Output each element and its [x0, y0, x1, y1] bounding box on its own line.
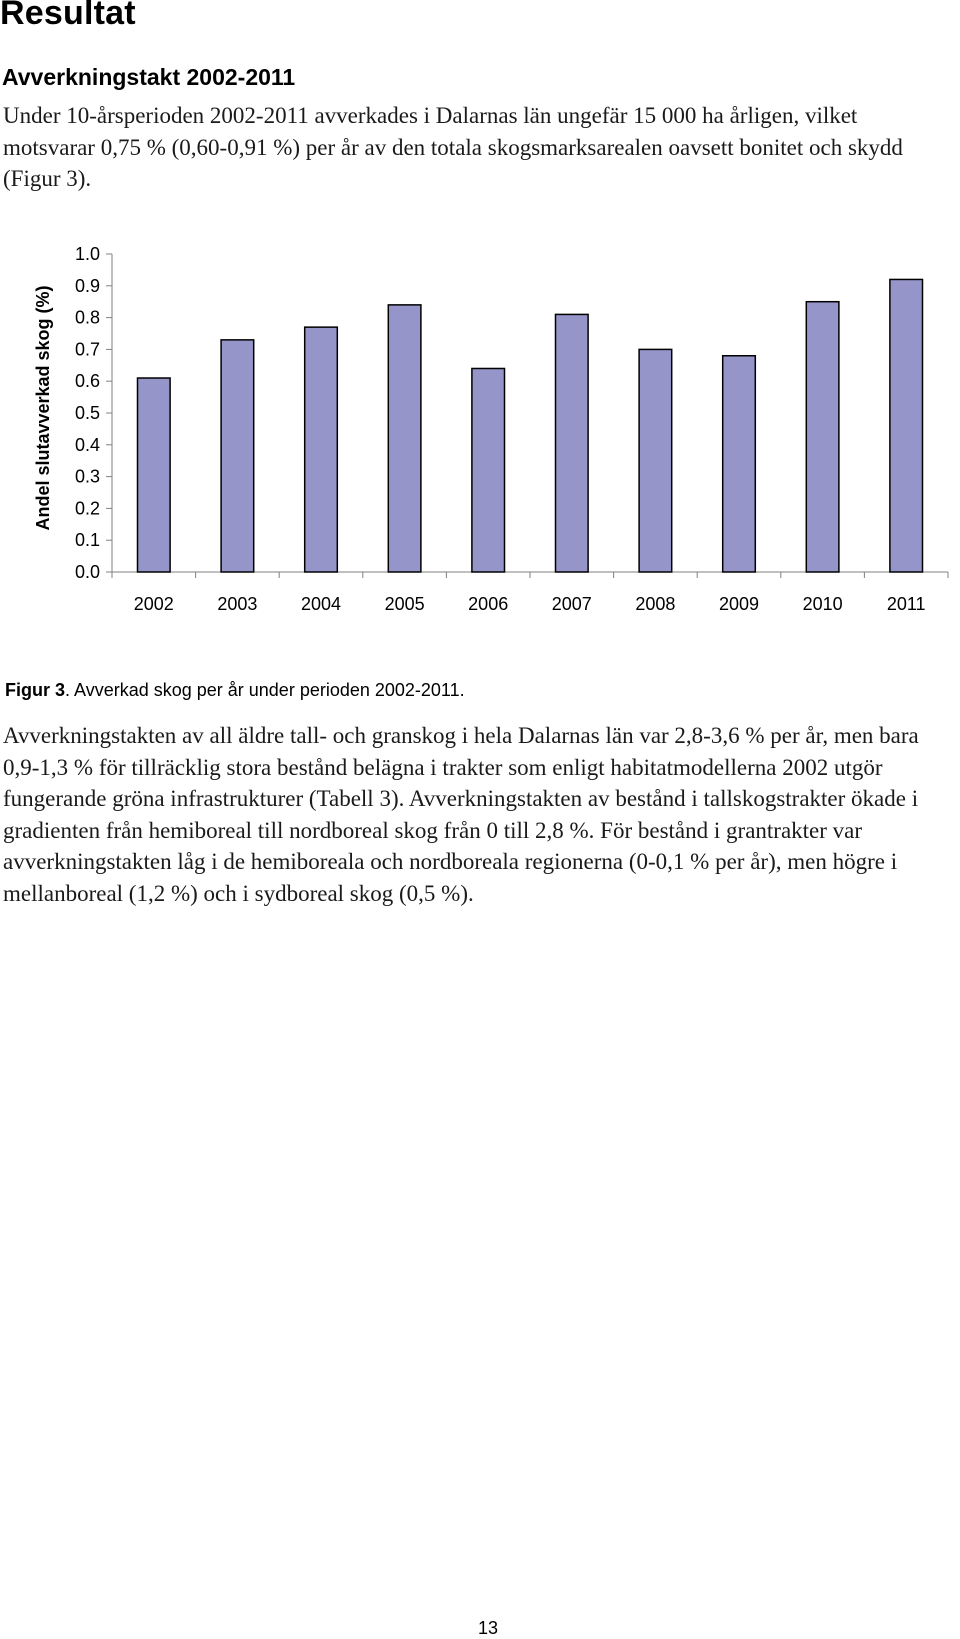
y-axis-label: Andel slutavverkad skog (%) — [33, 285, 53, 531]
x-tick-label: 2003 — [217, 594, 258, 614]
bar-2007 — [555, 314, 588, 572]
bar-2010 — [806, 302, 839, 572]
y-tick-label: 0.9 — [74, 275, 100, 296]
figure-caption-label: Figur 3 — [5, 680, 66, 700]
y-tick-label: 0.7 — [74, 339, 100, 360]
section-heading: Avverkningstakt 2002-2011 — [2, 64, 296, 90]
page-heading: Resultat — [0, 0, 136, 32]
bar-2006 — [472, 368, 505, 572]
y-tick-label: 0.8 — [74, 307, 100, 328]
x-tick-label: 2011 — [886, 594, 926, 614]
x-tick-label: 2010 — [802, 594, 843, 614]
x-tick-labels — [134, 594, 926, 614]
y-tick-label: 1.0 — [74, 244, 100, 264]
bar-2004 — [305, 327, 338, 572]
bar-2002 — [137, 378, 170, 572]
y-tick-label: 0.0 — [74, 562, 100, 582]
bar-2008 — [639, 349, 672, 572]
x-tick-label: 2009 — [718, 594, 760, 614]
figure-caption-text: . Avverkad skog per år under perioden 2002-2011. — [65, 680, 465, 700]
page-number: 13 — [478, 1618, 499, 1638]
bar-2009 — [723, 356, 756, 572]
y-tick-label: 0.5 — [74, 403, 100, 423]
y-tick-label: 0.3 — [74, 466, 100, 487]
x-tick-label: 2002 — [133, 594, 174, 614]
body-paragraph: Avverkningstakten av all äldre tall- och granskog i hela Dalarnas län var 2,8-3,6 % per år, men bara 0,9-1,3 % för tillräcklig stora bestånd belägna i trakter som enligt habitatmodellerna 2002 utgör fungerande gröna infrastrukturer (Tabell 3). Avverkningstakten av bestånd i tallskogstrakter ökade i gradienten från hemiboreal till nordboreal skog från 0 till 2,8 %. För bestånd i grantrakter var avverkningstakten låg i de hemiboreala och nordboreala regionerna (0-0,1 % per år), men högre i mellanboreal (1,2 %) och i sydboreal skog (0,5 %). — [3, 723, 919, 906]
intro-paragraph: Under 10-årsperioden 2002-2011 avverkades i Dalarnas län ungefär 15 000 ha årligen, vilket motsvarar 0,75 % (0,60-0,91 %) per år av den totala skogsmarksarealen oavsett bonitet och skydd (Figur 3). — [3, 103, 903, 192]
y-tick-label: 0.1 — [74, 530, 100, 551]
bar-2011 — [890, 279, 923, 572]
x-tick-label: 2004 — [300, 594, 342, 614]
bar-2005 — [388, 305, 421, 572]
chart-bars — [137, 279, 922, 572]
x-tick-label: 2007 — [551, 594, 592, 614]
bar-2003 — [221, 340, 254, 572]
figure-caption — [5, 680, 465, 701]
y-tick-label: 0.6 — [74, 371, 100, 392]
y-tick-labels — [75, 244, 100, 582]
x-tick-label: 2006 — [468, 594, 509, 614]
bar-chart — [0, 230, 960, 630]
y-tick-label: 0.4 — [74, 434, 100, 455]
x-tick-label: 2005 — [384, 594, 425, 614]
x-tick-label: 2008 — [635, 594, 676, 614]
y-tick-label: 0.2 — [74, 498, 100, 519]
